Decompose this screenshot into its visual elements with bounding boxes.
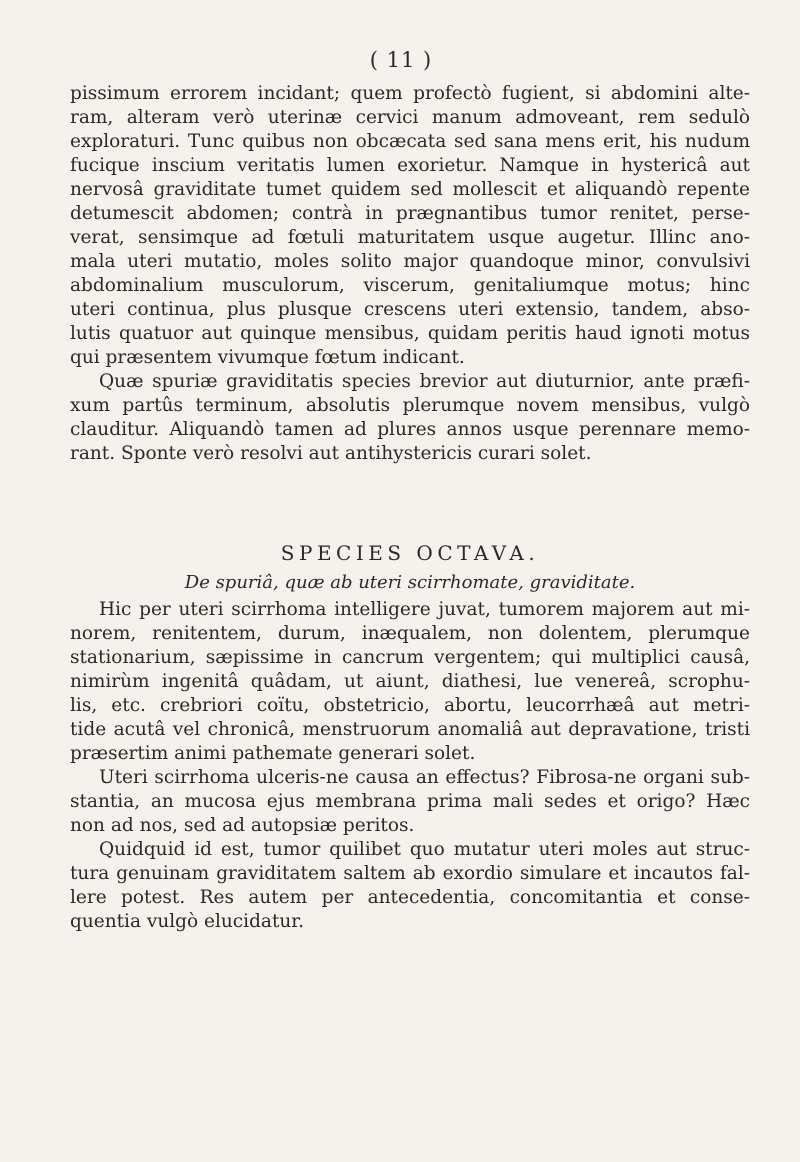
text-line: lis, etc. crebriori coïtu, obstetricio, abortu, leucorrhæâ aut metri- <box>70 695 750 716</box>
text-line: qui præsentem vivumque fœtum indicant. <box>70 347 465 368</box>
text-line: clauditur. Aliquandò tamen ad plures annos usque perennare memo- <box>70 419 750 440</box>
text-line: uteri continua, plus plusque crescens uteri extensio, tandem, abso- <box>70 299 750 320</box>
text-line: quentia vulgò elucidatur. <box>70 911 304 932</box>
page-number: ( 11 ) <box>369 48 433 72</box>
section-subtitle: De spuriâ, quæ ab uteri scirrhomate, graviditate. <box>184 572 636 593</box>
text-line: Quidquid id est, tumor quilibet quo mutatur uteri moles aut struc- <box>99 839 750 860</box>
text-line: Hic per uteri scirrhoma intelligere juvat, tumorem majorem aut mi- <box>99 599 750 620</box>
text-line: verat, sensimque ad fœtuli maturitatem usque augetur. Illinc ano- <box>70 227 750 248</box>
text-line: non ad nos, sed ad autopsiæ peritos. <box>70 815 415 836</box>
section-title: SPECIES OCTAVA. <box>280 541 540 565</box>
text-block-after-section <box>70 598 750 934</box>
text-line: abdominalium musculorum, viscerum, genitaliumque motus; hinc <box>70 275 750 296</box>
text-line: lutis quatuor aut quinque mensibus, quidam peritis haud ignoti motus <box>70 323 750 344</box>
text-line: rant. Sponte verò resolvi aut antihystericis curari solet. <box>70 443 592 464</box>
text-line: pissimum errorem incidant; quem profectò fugient, si abdomini alte- <box>70 83 750 104</box>
text-line: nervosâ graviditate tumet quidem sed mollescit et aliquandò repente <box>70 179 750 200</box>
text-line: stantia, an mucosa ejus membrana prima mali sedes et origo? Hæc <box>70 791 750 812</box>
text-line: Uteri scirrhoma ulceris-ne causa an effectus? Fibrosa-ne organi sub- <box>99 767 750 788</box>
text-line: ram, alteram verò uterinæ cervici manum admoveant, rem sedulò <box>70 107 750 128</box>
text-line: detumescit abdomen; contrà in prægnantibus tumor renitet, perse- <box>70 203 750 224</box>
text-line: stationarium, sæpissime in cancrum vergentem; qui multiplici causâ, <box>70 647 750 668</box>
text-line: præsertim animi pathemate generari solet. <box>70 743 476 764</box>
text-line: nimirùm ingenitâ quâdam, ut aiunt, diathesi, lue venereâ, scrophu- <box>70 671 750 692</box>
text-block-before-section <box>70 82 750 466</box>
text-line: Quæ spuriæ graviditatis species brevior aut diuturnior, ante præfi- <box>99 371 750 392</box>
text-line: mala uteri mutatio, moles solito major quandoque minor, convulsivi <box>70 251 750 272</box>
text-line: norem, renitentem, durum, inæqualem, non dolentem, plerumque <box>70 623 750 644</box>
text-line: tide acutâ vel chronicâ, menstruorum anomaliâ aut depravatione, tristi <box>70 719 750 740</box>
text-line: exploraturi. Tunc quibus non obcæcata sed sana mens erit, his nudum <box>70 131 750 152</box>
text-line: xum partûs terminum, absolutis plerumque novem mensibus, vulgò <box>70 395 750 416</box>
text-line: lere potest. Res autem per antecedentia, concomitantia et conse- <box>70 887 750 908</box>
text-line: tura genuinam graviditatem saltem ab exordio simulare et incautos fal- <box>70 863 750 884</box>
text-line: fucique inscium veritatis lumen exorietur. Namque in hystericâ aut <box>70 155 750 176</box>
